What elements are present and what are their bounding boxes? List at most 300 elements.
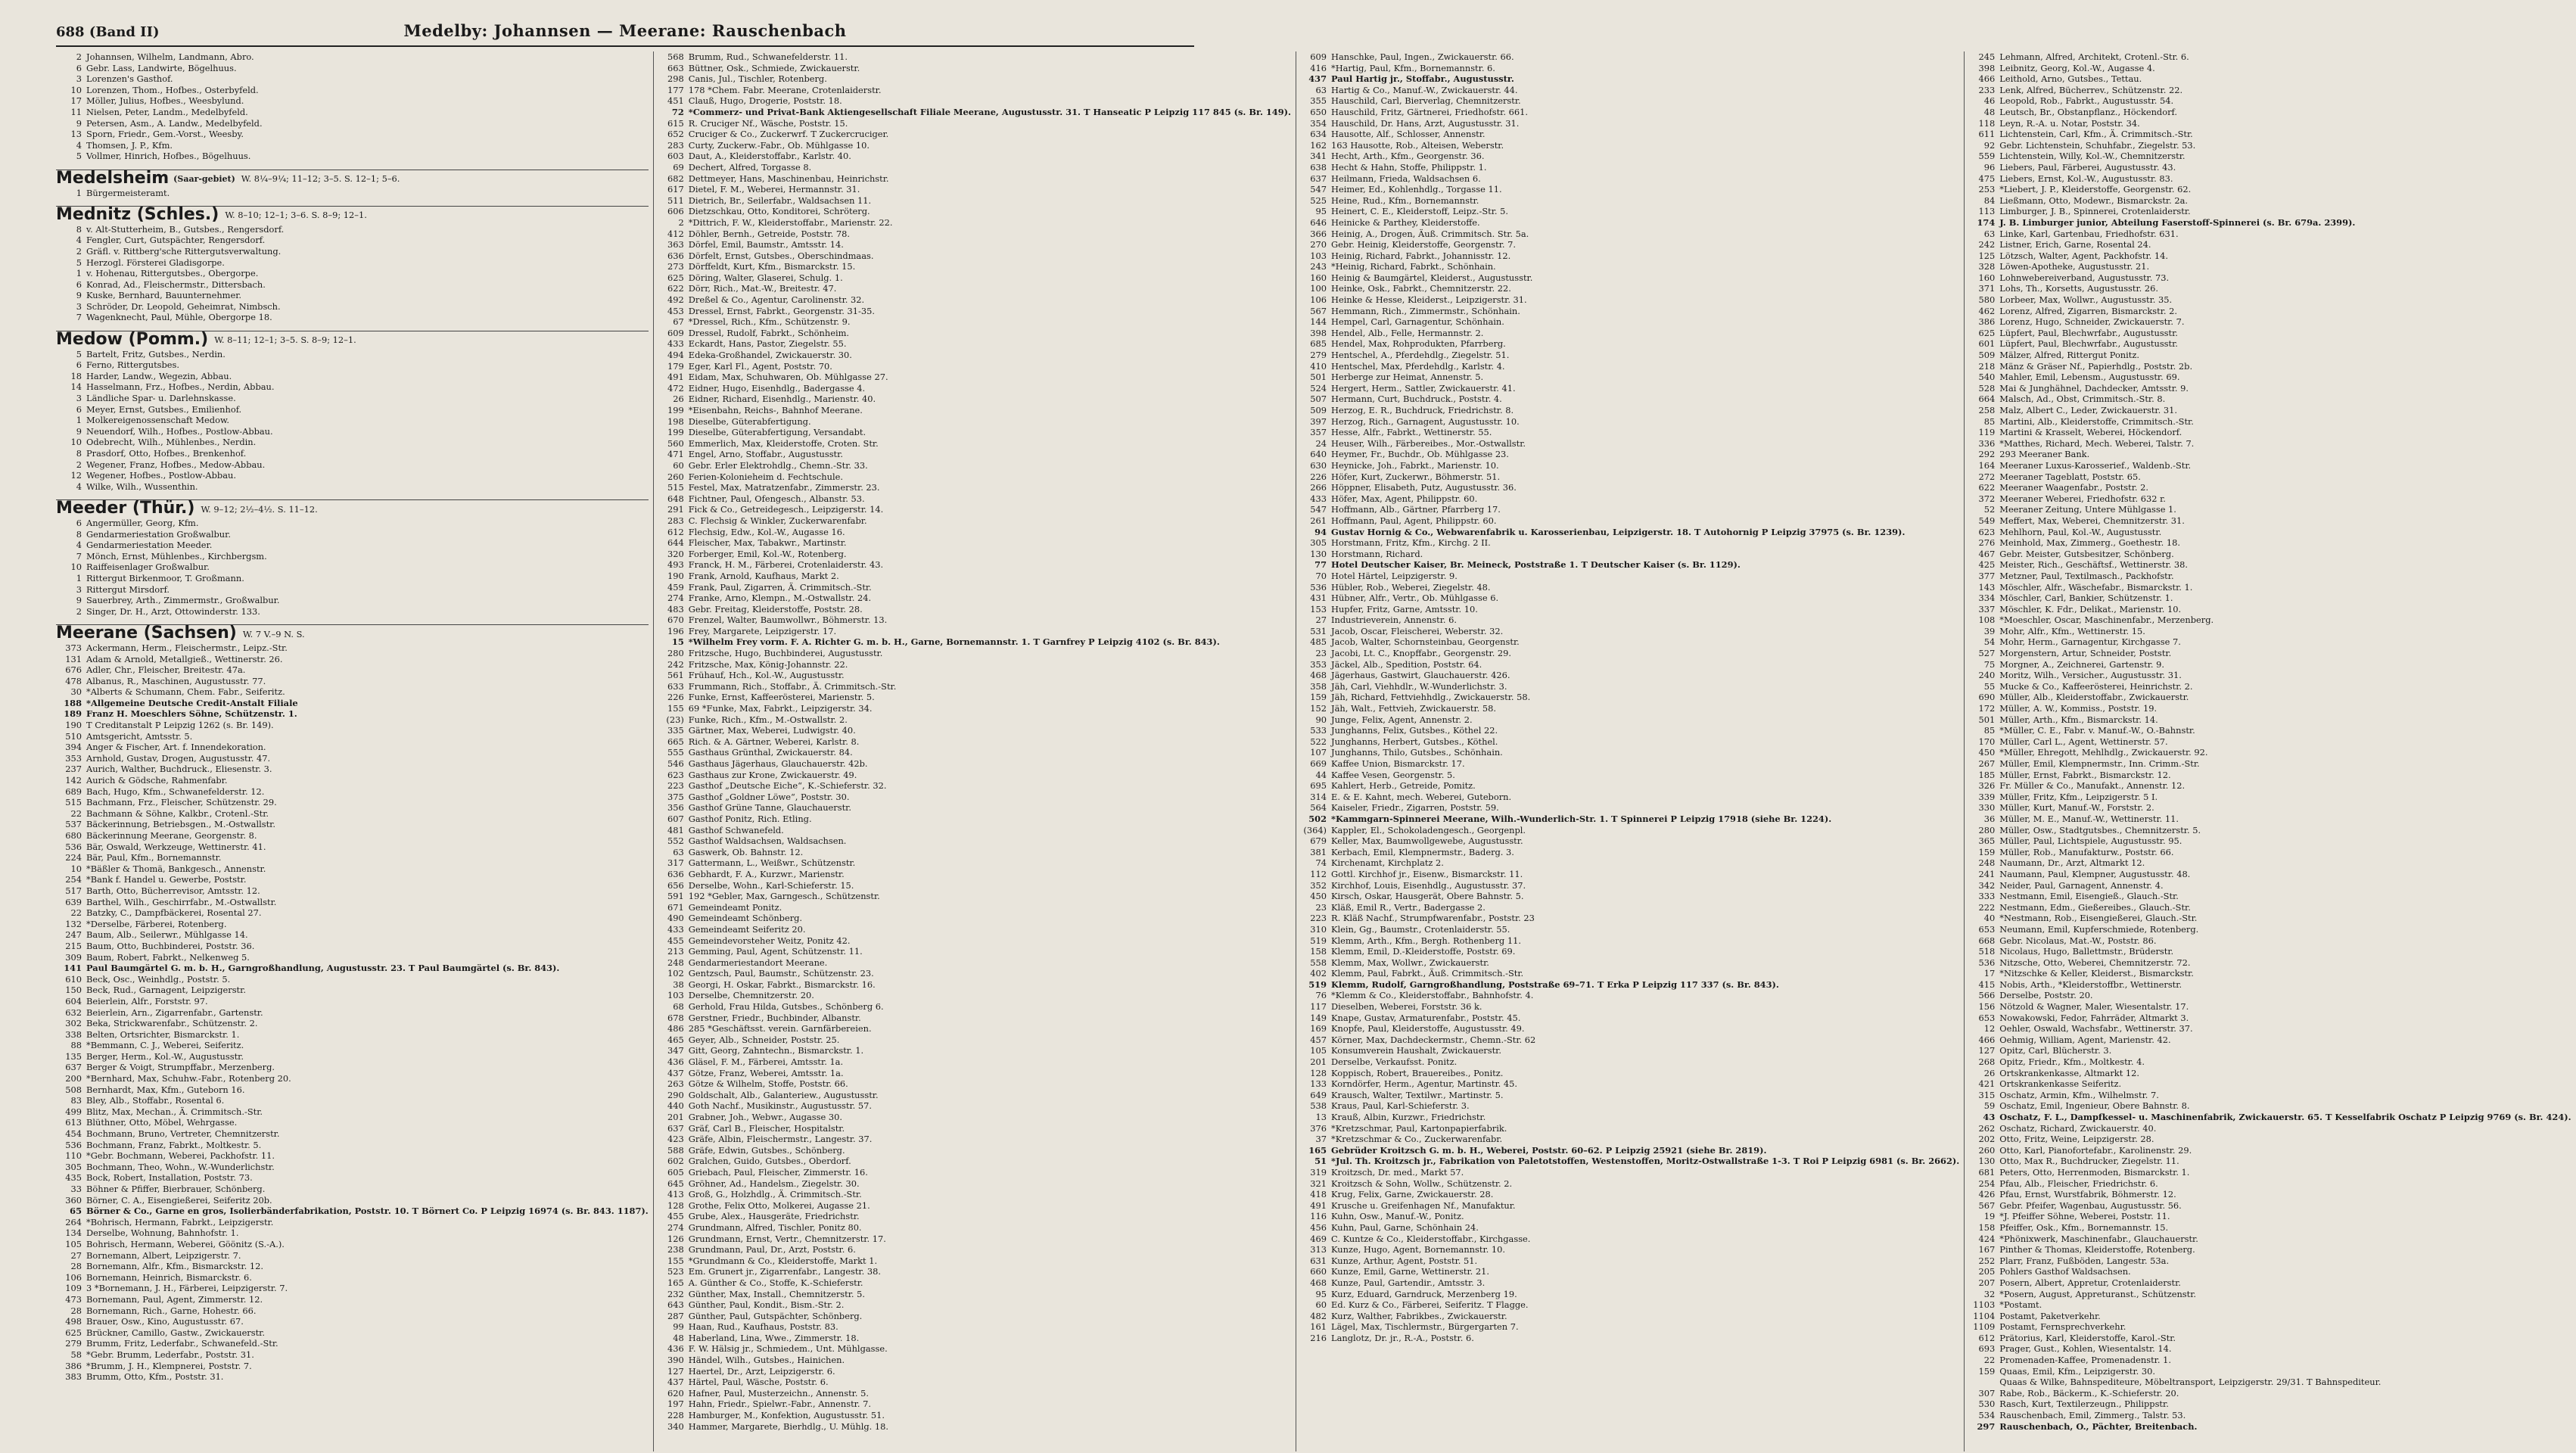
entry-text: Geyer, Alb., Schneider, Poststr. 25. bbox=[688, 1034, 840, 1045]
directory-entry bbox=[1969, 504, 2571, 515]
entry-number: 2 bbox=[76, 51, 82, 62]
directory-entry bbox=[1301, 1056, 1959, 1068]
entry-number: 466 bbox=[1978, 73, 1996, 85]
entry-text: Amtsgericht, Amtsstr. 5. bbox=[86, 730, 193, 742]
entry-text: Pinther & Thomas, Kleiderstoffe, Rotenberg. bbox=[1999, 1244, 2195, 1255]
entry-text: Pfau, Ernst, Wurstfabrik, Böhmerstr. 12. bbox=[1999, 1189, 2176, 1200]
entry-number: 116 bbox=[1310, 1211, 1327, 1222]
entry-number: 681 bbox=[1978, 1166, 1996, 1178]
entry-text: Curty, Zuckerw.-Fabr., Ob. Mühlgasse 10. bbox=[688, 139, 870, 151]
directory-entry bbox=[56, 459, 649, 471]
entry-number: 243 bbox=[1310, 261, 1327, 272]
directory-entry bbox=[1969, 239, 2571, 250]
entry-number: 14 bbox=[70, 381, 82, 393]
entry-text: *Dressel, Rich., Kfm., Schützenstr. 9. bbox=[688, 316, 851, 328]
entry-text: Mohr, Herm., Garnagentur, Kirchgasse 7. bbox=[1999, 636, 2181, 648]
entry-number: 669 bbox=[1310, 758, 1327, 769]
entry-text: Gitt, Georg, Zahntechn., Bismarckstr. 1. bbox=[688, 1045, 864, 1056]
entry-number: 336 bbox=[1978, 437, 1996, 449]
entry-number: 119 bbox=[1978, 427, 1996, 438]
directory-entry bbox=[658, 604, 1291, 615]
directory-entry bbox=[56, 952, 649, 963]
directory-entry bbox=[1301, 471, 1959, 483]
entry-text: Johannsen, Wilhelm, Landmann, Abro. bbox=[86, 51, 254, 62]
directory-entry bbox=[56, 819, 649, 830]
entry-number: 279 bbox=[65, 1338, 82, 1349]
directory-entry bbox=[1969, 372, 2571, 383]
entry-number: 8 bbox=[76, 448, 82, 459]
directory-entry bbox=[1301, 968, 1959, 979]
directory-entry bbox=[658, 383, 1291, 394]
directory-entry bbox=[1301, 1178, 1959, 1190]
entry-number: 245 bbox=[1978, 51, 1996, 62]
entry-text: Frank, Paul, Zigarren, Ä. Crimmitsch.-Str. bbox=[688, 581, 872, 593]
entry-text: Möschler, Alfr., Wäschefabr., Bismarckstr. 1. bbox=[1999, 581, 2193, 593]
entry-text: Daut, A., Kleiderstoffabr., Karlstr. 40. bbox=[688, 151, 851, 162]
entry-text: Eckardt, Hans, Pastor, Ziegelstr. 55. bbox=[688, 338, 847, 350]
entry-number: 690 bbox=[1978, 692, 1996, 703]
entry-text: Ländliche Spar- u. Darlehnskasse. bbox=[86, 393, 236, 404]
directory-entry bbox=[56, 1018, 649, 1029]
entry-text: Möschler, K. Fdr., Delikat., Marienstr. 10. bbox=[1999, 603, 2182, 614]
entry-text: Kraus, Paul, Karl-Schieferstr. 3. bbox=[1331, 1100, 1470, 1112]
entry-number: 95 bbox=[1315, 206, 1327, 217]
entry-number: 689 bbox=[65, 786, 82, 797]
entry-text: Grundmann, Ernst, Vertr., Chemnitzerstr. 17. bbox=[688, 1233, 886, 1244]
entry-text: Klein, Gg., Baumstr., Crotenlaiderstr. 55. bbox=[1331, 923, 1510, 935]
entry-text: Paul Hartig jr., Stoffabr., Augustusstr. bbox=[1331, 73, 1514, 85]
directory-entry bbox=[1301, 140, 1959, 151]
entry-text: Funke, Rich., Kfm., M.-Ostwallstr. 2. bbox=[688, 714, 848, 725]
entry-number: 76 bbox=[1315, 990, 1327, 1001]
directory-entry bbox=[658, 1078, 1291, 1090]
entry-number: 223 bbox=[1310, 913, 1327, 924]
entry-number: 685 bbox=[1310, 338, 1327, 350]
entry-number: 117 bbox=[1310, 1001, 1327, 1013]
entry-number: 482 bbox=[1310, 1310, 1327, 1321]
entry-text: Gendarmeriestation Meeder. bbox=[86, 540, 213, 551]
entry-number: 376 bbox=[1310, 1122, 1327, 1134]
directory-entry bbox=[1301, 405, 1959, 416]
directory-entry bbox=[658, 714, 1291, 726]
entry-number: 347 bbox=[667, 1045, 684, 1056]
entry-text: Ed. Kurz & Co., Färberei, Seiferitz. T Flagge. bbox=[1331, 1299, 1529, 1311]
entry-number: 637 bbox=[65, 1062, 82, 1073]
entry-text: Oehler, Oswald, Wachsfabr., Wettinerstr. 37. bbox=[1999, 1023, 2193, 1035]
entry-text: Haan, Rud., Kaufhaus, Poststr. 83. bbox=[688, 1321, 838, 1333]
entry-number: 492 bbox=[667, 294, 684, 306]
directory-entry bbox=[1969, 129, 2571, 140]
entry-number: 199 bbox=[667, 405, 684, 415]
entry-number: 620 bbox=[667, 1387, 684, 1399]
directory-entry bbox=[1301, 460, 1959, 471]
entry-text: Kurz, Walther, Fabrikbes., Zwickauerstr. bbox=[1331, 1310, 1507, 1321]
directory-entry bbox=[1301, 1078, 1959, 1090]
entry-text: Grube, Alex., Hausgeräte, Friedrichstr. bbox=[688, 1211, 860, 1222]
entry-number: 625 bbox=[667, 272, 684, 283]
entry-text: A. Günther & Co., Stoffe, K.-Schieferstr. bbox=[688, 1277, 863, 1288]
entry-text: *Phönixwerk, Maschinenfabr., Glauchauerstr. bbox=[1999, 1233, 2198, 1244]
medelby-entries bbox=[56, 51, 649, 162]
entry-number: 26 bbox=[1983, 1067, 1996, 1078]
entry-number: 611 bbox=[1978, 129, 1996, 140]
entry-text: Meinhold, Max, Zimmerg., Goethestr. 18. bbox=[1999, 537, 2180, 549]
directory-entry bbox=[1301, 383, 1959, 394]
directory-entry bbox=[658, 85, 1291, 96]
directory-entry bbox=[56, 1349, 649, 1361]
directory-entry bbox=[658, 1023, 1291, 1035]
entry-text: Brumm, Otto, Kfm., Poststr. 31. bbox=[86, 1371, 224, 1383]
directory-entry bbox=[1969, 427, 2571, 438]
entry-text: Pfeiffer, Osk., Kfm., Bornemannstr. 15. bbox=[1999, 1221, 2169, 1233]
entry-number: 342 bbox=[1978, 879, 1996, 891]
entry-number: 602 bbox=[667, 1156, 684, 1167]
entry-number: 523 bbox=[667, 1266, 684, 1277]
directory-entry bbox=[56, 584, 649, 596]
directory-entry bbox=[1301, 902, 1959, 913]
directory-entry bbox=[658, 95, 1291, 107]
directory-entry bbox=[658, 825, 1291, 836]
directory-entry bbox=[1301, 770, 1959, 781]
entry-text: Franz H. Moeschlers Söhne, Schützenstr. 1. bbox=[86, 708, 297, 720]
entry-number: 522 bbox=[1310, 736, 1327, 747]
entry-number: 339 bbox=[1978, 791, 1996, 802]
entry-text: Hauschild, Carl, Bierverlag, Chemnitzerstr. bbox=[1331, 95, 1521, 107]
entry-number: 159 bbox=[1978, 1365, 1996, 1377]
entry-text: Oschatz, F. L., Dampfkessel- u. Maschinenfabrik, Zwickauerstr. 65. T Kesselfabrik Oschatz P Leipzig 9769 (s. Br. 424). bbox=[1999, 1112, 2571, 1122]
directory-entry bbox=[658, 1211, 1291, 1222]
entry-text: Nitzsche, Otto, Weberei, Chemnitzerstr. 72. bbox=[1999, 957, 2191, 968]
entry-text: Konsumverein Haushalt, Zwickauerstr. bbox=[1331, 1045, 1501, 1056]
entry-number: 533 bbox=[1310, 725, 1327, 736]
entry-number: 17 bbox=[1983, 968, 1996, 979]
directory-entry bbox=[1301, 747, 1959, 758]
directory-entry bbox=[1301, 957, 1959, 969]
entry-text: Promenaden-Kaffee, Promenadenstr. 1. bbox=[1999, 1355, 2171, 1366]
entry-text: Heynicke, Joh., Fabrkt., Marienstr. 10. bbox=[1331, 459, 1499, 471]
directory-entry bbox=[1969, 1343, 2571, 1355]
entry-number: 272 bbox=[1978, 471, 1996, 482]
entry-text: Gläsel, F. M., Färberei, Amtsstr. 1a. bbox=[688, 1056, 844, 1068]
entry-text: Brumm, Fritz, Lederfabr., Schwanefeld.-Str. bbox=[86, 1338, 278, 1349]
directory-entry bbox=[1969, 537, 2571, 549]
directory-entry bbox=[658, 1277, 1291, 1289]
directory-entry bbox=[1969, 957, 2571, 969]
entry-text: *Bemmann, C. J., Weberei, Seiferitz. bbox=[86, 1040, 244, 1051]
entry-text: Müller, Emil, Klempnermstr., Inn. Crimm.-Str. bbox=[1999, 758, 2200, 769]
entry-text: Gräf, Carl B., Fleischer, Hospitalstr. bbox=[688, 1122, 845, 1134]
entry-number: 6 bbox=[76, 517, 82, 528]
directory-entry bbox=[1301, 636, 1959, 648]
entry-text: Müller, Fritz, Kfm., Leipzigerstr. 5 I. bbox=[1999, 791, 2158, 802]
entry-number: 99 bbox=[673, 1321, 684, 1333]
directory-entry bbox=[1969, 1211, 2571, 1222]
entry-text: Mälzer, Alfred, Rittergut Ponitz. bbox=[1999, 350, 2139, 361]
entry-text: Gemeindevorsteher Weitz, Ponitz 42. bbox=[688, 935, 851, 946]
entry-number: 177 bbox=[667, 84, 684, 95]
entry-number: 27 bbox=[1315, 614, 1327, 626]
entry-number: 24 bbox=[1315, 437, 1327, 449]
directory-entry bbox=[1301, 857, 1959, 869]
mednitz-entries bbox=[56, 224, 649, 323]
entry-text: Bäckerinnung Meerane, Georgenstr. 8. bbox=[86, 830, 257, 841]
entry-text: Kunze, Arthur, Agent, Poststr. 51. bbox=[1331, 1255, 1478, 1266]
directory-entry bbox=[658, 1244, 1291, 1255]
entry-number: 615 bbox=[667, 117, 684, 129]
entry-number: 6 bbox=[76, 278, 82, 290]
entry-text: Kläß, Emil R., Vertr., Badergasse 2. bbox=[1331, 901, 1486, 913]
entry-number: 649 bbox=[1310, 1089, 1327, 1100]
entry-text: Batzky, C., Dampfbäckerei, Rosental 27. bbox=[86, 907, 262, 919]
entry-number: (364) bbox=[1303, 824, 1327, 835]
entry-number: 355 bbox=[1310, 95, 1327, 107]
entry-number: 4 bbox=[76, 235, 82, 246]
entry-number: 252 bbox=[1978, 1255, 1996, 1266]
entry-text: Kuske, Bernhard, Bauunternehmer. bbox=[86, 290, 242, 301]
entry-text: Bach, Hugo, Kfm., Schwanefelderstr. 12. bbox=[86, 786, 265, 797]
directory-entry bbox=[1969, 1333, 2571, 1344]
directory-entry bbox=[56, 415, 649, 426]
entry-text: Rittergut Mirsdorf. bbox=[86, 583, 170, 595]
entry-text: Thomsen, J. P., Kfm. bbox=[86, 139, 173, 151]
directory-entry bbox=[658, 261, 1291, 272]
directory-entry bbox=[56, 448, 649, 459]
entry-text: Gräfl. v. Rittberg'sche Rittergutsverwaltung. bbox=[86, 245, 282, 257]
entry-number: 267 bbox=[1978, 758, 1996, 769]
entry-number: 1103 bbox=[1973, 1299, 1996, 1311]
entry-text: Griebach, Paul, Fleischer, Zimmerstr. 16. bbox=[688, 1166, 868, 1178]
directory-entry bbox=[56, 1162, 649, 1173]
entry-text: Festel, Max, Matratzenfabr., Zimmerstr. 23. bbox=[688, 482, 880, 493]
entry-text: Pohlers Gasthof Waldsachsen. bbox=[1999, 1266, 2131, 1277]
entry-text: Gebr. Lass, Landwirte, Bögelhuus. bbox=[86, 62, 237, 73]
directory-entry bbox=[56, 852, 649, 863]
entry-text: Dressel, Rudolf, Fabrkt., Schönheim. bbox=[688, 327, 850, 338]
entry-text: Gebr. Pfeifer, Wagenbau, Augustusstr. 56. bbox=[1999, 1199, 2182, 1211]
directory-entry bbox=[1969, 770, 2571, 781]
entry-number: 525 bbox=[1310, 194, 1327, 206]
directory-entry bbox=[56, 246, 649, 257]
entry-text: Grundmann, Paul, Dr., Arzt, Poststr. 6. bbox=[688, 1244, 856, 1255]
entry-text: Blitz, Max, Mechan., Ä. Crimmitsch.-Str. bbox=[86, 1106, 263, 1117]
entry-number: 132 bbox=[65, 918, 82, 929]
directory-entry bbox=[1301, 736, 1959, 748]
directory-entry bbox=[658, 1388, 1291, 1399]
entry-text: *Moeschler, Oscar, Maschinenfabr., Merzenberg. bbox=[1999, 614, 2214, 626]
entry-text: Opitz, Carl, Blücherstr. 3. bbox=[1999, 1045, 2112, 1056]
directory-entry bbox=[1301, 714, 1959, 726]
entry-text: Kunze, Emil, Garne, Wettinerstr. 21. bbox=[1331, 1266, 1490, 1277]
office-hours: W. 8¼–9¼; 11–12; 3–5. S. 12–1; 5–6. bbox=[241, 173, 400, 185]
entry-text: Hahn, Friedr., Spielwr.-Fabr., Annenstr. 7. bbox=[688, 1399, 871, 1410]
entry-number: 102 bbox=[667, 968, 684, 979]
entry-number: 612 bbox=[1978, 1332, 1996, 1343]
entry-number: 481 bbox=[667, 824, 684, 835]
entry-number: 633 bbox=[667, 680, 684, 692]
entry-number: 475 bbox=[1978, 173, 1996, 184]
directory-entry bbox=[1969, 416, 2571, 428]
entry-text: Gottl. Kirchhof jr., Eisenw., Bismarckstr. 11. bbox=[1331, 868, 1523, 879]
directory-entry bbox=[658, 162, 1291, 173]
entry-number: 491 bbox=[667, 372, 684, 383]
entry-text: Neider, Paul, Garnagent, Annenstr. 4. bbox=[1999, 879, 2164, 891]
entry-number: 437 bbox=[667, 1067, 684, 1078]
directory-entry bbox=[1301, 151, 1959, 162]
column-3 bbox=[1296, 51, 1964, 1451]
entry-number: 125 bbox=[1978, 250, 1996, 261]
directory-entry bbox=[1301, 1001, 1959, 1013]
directory-entry bbox=[1969, 857, 2571, 869]
entry-text: Hupfer, Fritz, Garne, Amtsstr. 10. bbox=[1331, 603, 1478, 614]
entry-text: Dressel, Ernst, Fabrkt., Georgenstr. 31-35. bbox=[688, 305, 875, 316]
entry-number: 276 bbox=[1978, 537, 1996, 549]
directory-entry bbox=[1969, 1255, 2571, 1267]
entry-number: 610 bbox=[65, 973, 82, 985]
directory-entry bbox=[658, 73, 1291, 85]
entry-text: Jäh, Walt., Fettvieh, Zwickauerstr. 58. bbox=[1331, 703, 1496, 714]
entry-text: Gasthof „Goldner Löwe“, Poststr. 30. bbox=[688, 791, 850, 802]
entry-number: 22 bbox=[1983, 1355, 1996, 1366]
entry-number: 54 bbox=[1983, 636, 1996, 648]
entry-text: Gendarmeriestation Großwalbur. bbox=[86, 528, 231, 540]
directory-entry bbox=[56, 1294, 649, 1305]
entry-number: 313 bbox=[1310, 1244, 1327, 1255]
directory-entry bbox=[1301, 85, 1959, 96]
directory-entry bbox=[658, 504, 1291, 515]
directory-entry bbox=[658, 460, 1291, 471]
directory-entry bbox=[56, 1283, 649, 1294]
entry-text: Hübler, Rob., Weberei, Ziegelstr. 48. bbox=[1331, 581, 1491, 593]
entry-number: 247 bbox=[65, 929, 82, 941]
directory-entry bbox=[1969, 361, 2571, 372]
directory-entry bbox=[56, 1217, 649, 1228]
directory-entry bbox=[1301, 261, 1959, 272]
entry-number: 515 bbox=[667, 482, 684, 493]
entry-text: 69 *Funke, Max, Fabrkt., Leipzigerstr. 34. bbox=[688, 703, 873, 714]
entry-text: Mänz & Gräser Nf., Papierhdlg., Poststr. 2b. bbox=[1999, 360, 2193, 372]
entry-text: Bochmann, Bruno, Vertreter, Chemnitzerstr. bbox=[86, 1128, 280, 1140]
entry-text: Nestmann, Emil, Eisengieß., Glauch.-Str. bbox=[1999, 891, 2179, 902]
entry-text: *Commerz- und Privat-Bank Aktiengesellschaft Filiale Meerane, Augustusstr. 31. T Hanseatic P Leipzig 117 845 (s. Br. 149). bbox=[688, 106, 1292, 117]
entry-text: Fichtner, Paul, Ofengesch., Albanstr. 53. bbox=[688, 493, 865, 504]
entry-number: 280 bbox=[667, 648, 684, 659]
entry-text: *Matthes, Richard, Mech. Weberei, Talstr. 7. bbox=[1999, 437, 2195, 449]
entry-text: *Allgemeine Deutsche Credit-Anstalt Filiale bbox=[86, 697, 298, 708]
entry-text: Adam & Arnold, Metallgieß., Wettinerstr. 26. bbox=[86, 653, 283, 664]
directory-entry bbox=[1969, 1068, 2571, 1079]
entry-text: Heinig & Baumgärtel, Kleiderst., Augustusstr. bbox=[1331, 272, 1533, 283]
directory-entry bbox=[1969, 902, 2571, 913]
directory-entry bbox=[1969, 1013, 2571, 1024]
entry-number: 509 bbox=[1310, 405, 1327, 415]
town-note: (Saar-gebiet) bbox=[173, 173, 235, 184]
entry-number: 490 bbox=[667, 913, 684, 924]
directory-entry bbox=[1969, 692, 2571, 703]
entry-text: Dörr, Rich., Mat.-W., Breitestr. 47. bbox=[688, 283, 837, 294]
entry-text: Hempel, Carl, Garnagentur, Schönhain. bbox=[1331, 316, 1504, 328]
entry-number: 108 bbox=[1978, 614, 1996, 626]
entry-text: Hergert, Herm., Sattler, Zwickauerstr. 41. bbox=[1331, 382, 1516, 394]
entry-text: Bär, Paul, Kfm., Bornemannstr. bbox=[86, 852, 222, 863]
entry-number: 260 bbox=[667, 471, 684, 482]
directory-entry bbox=[56, 393, 649, 404]
entry-text: Heimer, Ed., Kohlenhdlg., Torgasse 11. bbox=[1331, 184, 1502, 195]
entry-number: 580 bbox=[1978, 294, 1996, 306]
entry-text: Gasthof Ponitz, Rich. Etling. bbox=[688, 813, 812, 824]
entry-text: Groß, G., Holzhdlg., Ä. Crimmitsch.-Str. bbox=[688, 1189, 862, 1200]
directory-entry bbox=[658, 913, 1291, 924]
directory-entry bbox=[56, 257, 649, 269]
entry-text: Lehmann, Alfred, Architekt, Crotenl.-Str. 6. bbox=[1999, 51, 2189, 62]
entry-text: Klemm, Emil, D.-Kleiderstoffe, Poststr. 69. bbox=[1331, 946, 1516, 957]
directory-entry bbox=[1301, 173, 1959, 185]
entry-number: 2 bbox=[76, 245, 82, 257]
directory-entry bbox=[56, 140, 649, 151]
directory-entry bbox=[1969, 1377, 2571, 1388]
directory-entry bbox=[1301, 515, 1959, 527]
directory-entry bbox=[658, 1311, 1291, 1322]
entry-number: 165 bbox=[667, 1277, 684, 1288]
directory-entry bbox=[56, 941, 649, 952]
directory-entry bbox=[56, 529, 649, 540]
directory-entry bbox=[1301, 814, 1959, 825]
entry-number: 549 bbox=[1978, 515, 1996, 526]
entry-number: 144 bbox=[1310, 316, 1327, 328]
entry-text: Knopfe, Paul, Kleiderstoffe, Augustusstr. 49. bbox=[1331, 1023, 1525, 1035]
entry-text: Mucke & Co., Kaffeerösterei, Heinrichstr. 2. bbox=[1999, 680, 2193, 692]
entry-number: 375 bbox=[667, 791, 684, 802]
entry-text: Kahlert, Herb., Getreide, Pomitz. bbox=[1331, 780, 1476, 792]
entry-number: 693 bbox=[1978, 1343, 1996, 1355]
entry-text: Höfer, Max, Agent, Philippstr. 60. bbox=[1331, 493, 1478, 504]
directory-entry bbox=[1969, 217, 2571, 229]
entry-number: 12 bbox=[70, 470, 82, 481]
entry-number: 634 bbox=[1310, 129, 1327, 140]
entry-text: Gerhold, Frau Hilda, Gutsbes., Schönberg 6. bbox=[688, 1001, 884, 1013]
entry-text: Möschler, Carl, Bankier, Schützenstr. 1. bbox=[1999, 593, 2173, 604]
directory-entry bbox=[1969, 1001, 2571, 1013]
entry-number: 473 bbox=[65, 1293, 82, 1305]
directory-entry bbox=[1969, 527, 2571, 538]
entry-number: 232 bbox=[667, 1288, 684, 1299]
directory-entry bbox=[56, 1095, 649, 1106]
entry-text: Liebers, Ernst, Kol.-W., Augustusstr. 83. bbox=[1999, 173, 2173, 184]
directory-entry bbox=[56, 235, 649, 246]
entry-number: 567 bbox=[1310, 305, 1327, 316]
entry-number: 394 bbox=[65, 742, 82, 753]
directory-entry bbox=[1969, 880, 2571, 891]
entry-text: *Heinig, Richard, Fabrkt., Schönhain. bbox=[1331, 261, 1496, 272]
entry-text: Posern, Albert, Appretur, Crotenlaiderstr. bbox=[1999, 1277, 2181, 1288]
directory-entry bbox=[658, 1289, 1291, 1300]
directory-entry bbox=[1969, 85, 2571, 96]
directory-entry bbox=[1301, 118, 1959, 129]
entry-text: Brauer, Osw., Kino, Augustusstr. 67. bbox=[86, 1316, 244, 1327]
entry-text: Moritz, Wilh., Versicher., Augustusstr. 31. bbox=[1999, 670, 2182, 681]
entry-number: 273 bbox=[667, 261, 684, 272]
directory-entry bbox=[1969, 636, 2571, 648]
directory-entry bbox=[1301, 681, 1959, 692]
entry-number: 3 bbox=[76, 73, 82, 85]
entry-number: 317 bbox=[667, 857, 684, 869]
entry-number: 653 bbox=[1978, 1012, 1996, 1023]
entry-number: 372 bbox=[1978, 493, 1996, 504]
entry-number: 7 bbox=[76, 550, 82, 562]
entry-number: 559 bbox=[1978, 151, 1996, 162]
entry-text: Müller, Rob., Manufakturw., Poststr. 66. bbox=[1999, 846, 2174, 857]
entry-text: Hasselmann, Frz., Hofbes., Nerdin, Abbau. bbox=[86, 381, 275, 393]
directory-entry bbox=[1969, 946, 2571, 957]
